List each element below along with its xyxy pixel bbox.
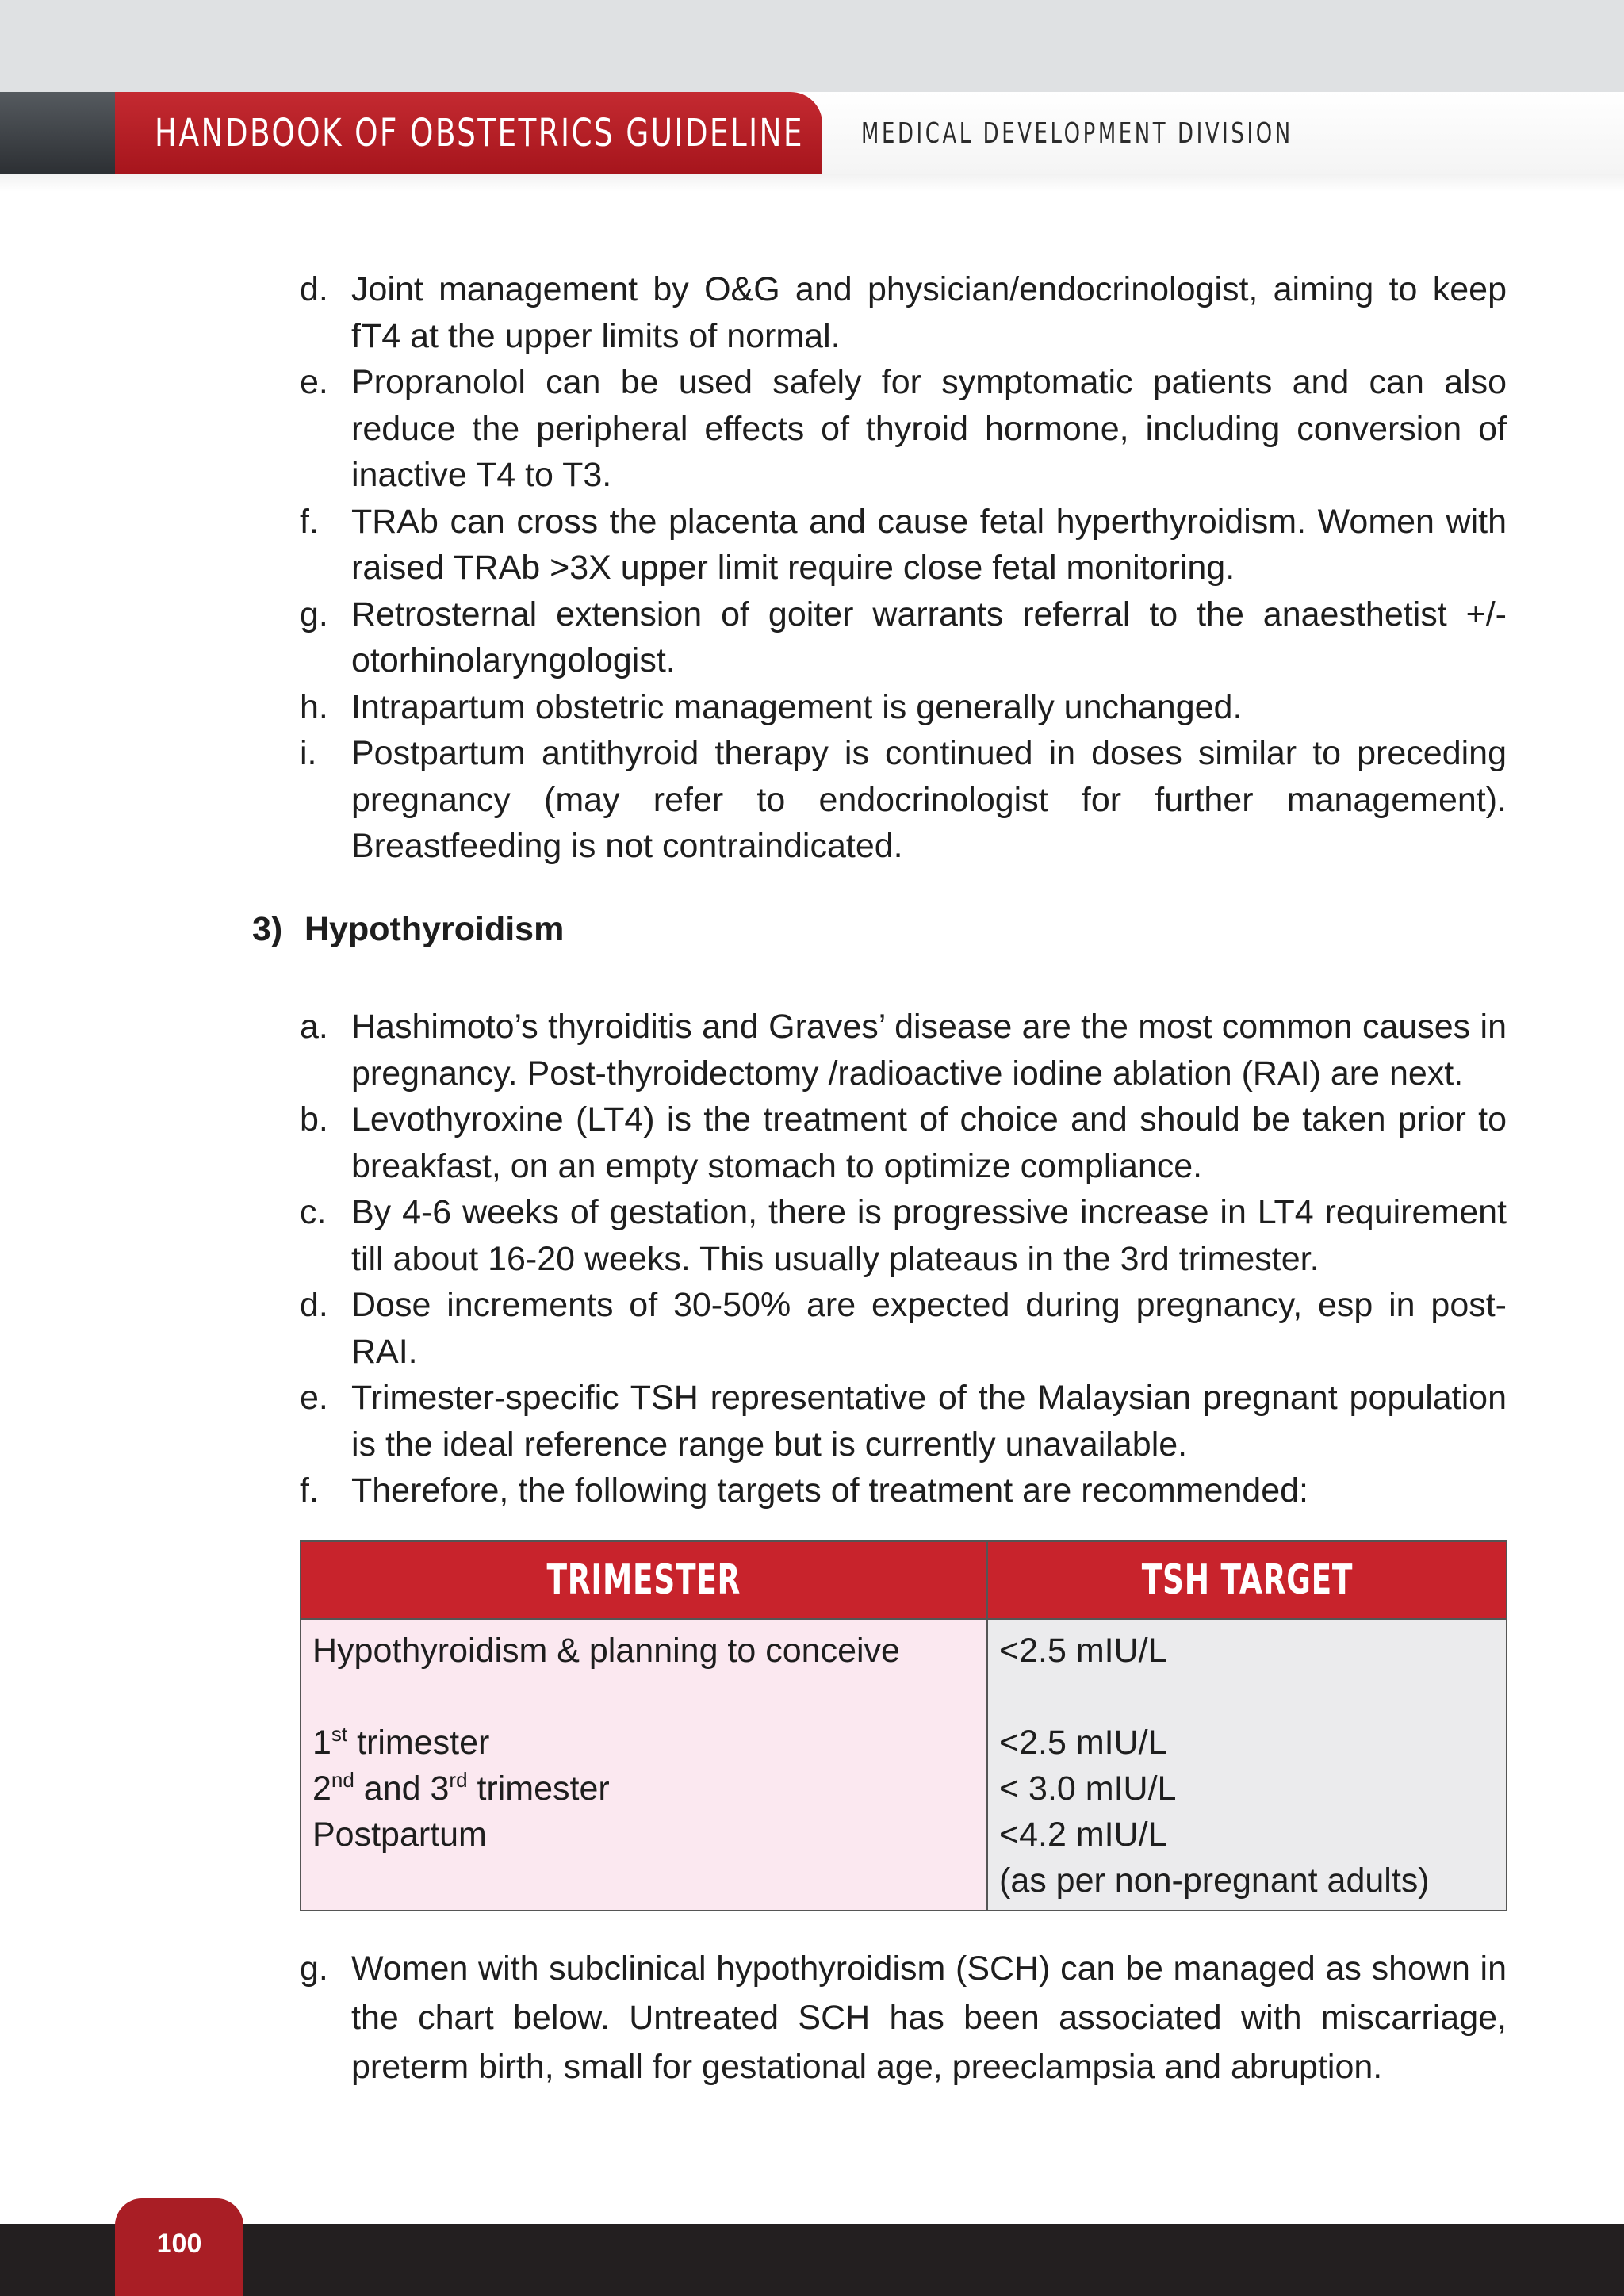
list-item: a. Hashimoto’s thyroiditis and Graves’ disease are the most common causes in pregnancy. Post-thyroidectomy /radioactive iodine ablation (RAI) are next. bbox=[300, 1008, 1507, 1093]
page-number: 100 bbox=[115, 2198, 243, 2296]
division-name: MEDICAL DEVELOPMENT DIVISION bbox=[861, 117, 1293, 150]
list-item: i. Postpartum antithyroid therapy is continued in doses similar to preceding pregnancy (may refer to endocrinologist for further management). Breastfeeding is not contraindicated. bbox=[300, 734, 1507, 865]
hypothyroid-management-list bbox=[300, 1004, 1507, 1514]
section-number: 3) bbox=[252, 910, 283, 948]
header-title-banner bbox=[115, 92, 822, 174]
subclinical-hypothyroidism-list bbox=[300, 1944, 1507, 2091]
handbook-title: HANDBOOK OF OBSTETRICS GUIDELINE bbox=[155, 111, 804, 155]
list-item: h. Intrapartum obstetric management is generally unchanged. bbox=[300, 687, 1243, 726]
header-dark-accent bbox=[0, 92, 119, 174]
list-item: g. Retrosternal extension of goiter warrants referral to the anaesthetist +/-otorhinolaryngologist. bbox=[300, 595, 1507, 679]
trimester-cell: Hypothyroidism & planning to conceive 1st trimester 2nd and 3rd trimester Postpartum bbox=[301, 1619, 987, 1911]
list-item: f. TRAb can cross the placenta and cause fetal hyperthyroidism. Women with raised TRAb >3X upper limit require close fetal monitoring. bbox=[300, 502, 1507, 587]
list-item: b. Levothyroxine (LT4) is the treatment of choice and should be taken prior to breakfast, on an empty stomach to optimize compliance. bbox=[300, 1100, 1507, 1185]
first-trimester-label: 1st trimester bbox=[312, 1722, 490, 1762]
table-row bbox=[301, 1619, 1507, 1911]
list-item: d. Dose increments of 30-50% are expected during pregnancy, esp in post-RAI. bbox=[300, 1286, 1507, 1371]
page-footer bbox=[0, 2224, 1624, 2296]
list-item: e. Trimester-specific TSH representative of the Malaysian pregnant population is the ideal reference range but is currently unavailable. bbox=[300, 1379, 1507, 1464]
top-margin bbox=[0, 0, 1624, 94]
list-item: f. Therefore, the following targets of treatment are recommended: bbox=[300, 1471, 1309, 1510]
tsh-target-table bbox=[300, 1540, 1507, 1911]
table-header-row bbox=[301, 1541, 1507, 1619]
tsh-target-cell: <2.5 mIU/L <2.5 mIU/L < 3.0 mIU/L <4.2 mIU/L (as per non-pregnant adults) bbox=[987, 1619, 1507, 1911]
section-title: Hypothyroidism bbox=[304, 910, 565, 948]
second-third-trimester-label: 2nd and 3rd trimester bbox=[312, 1768, 610, 1808]
header-trimester: TRIMESTER bbox=[301, 1541, 987, 1619]
hyperthyroid-management-list bbox=[300, 266, 1507, 870]
list-item: e. Propranolol can be used safely for symptomatic patients and can also reduce the peripheral effects of thyroid hormone, including conversion of inactive T4 to T3. bbox=[300, 363, 1507, 494]
list-item: c. By 4-6 weeks of gestation, there is progressive increase in LT4 requirement till about 16-20 weeks. This usually plateaus in the 3rd trimester. bbox=[300, 1193, 1507, 1278]
list-item: g. Women with subclinical hypothyroidism (SCH) can be managed as shown in the chart below. Untreated SCH has been associated with miscarriage, preterm birth, small for gestational age, preeclampsia and abruption. bbox=[300, 1950, 1507, 2086]
section-heading-hypothyroidism bbox=[252, 906, 564, 952]
list-item: d. Joint management by O&G and physician/endocrinologist, aiming to keep fT4 at the upper limits of normal. bbox=[300, 270, 1507, 355]
header-tsh-target: TSH TARGET bbox=[987, 1541, 1507, 1619]
